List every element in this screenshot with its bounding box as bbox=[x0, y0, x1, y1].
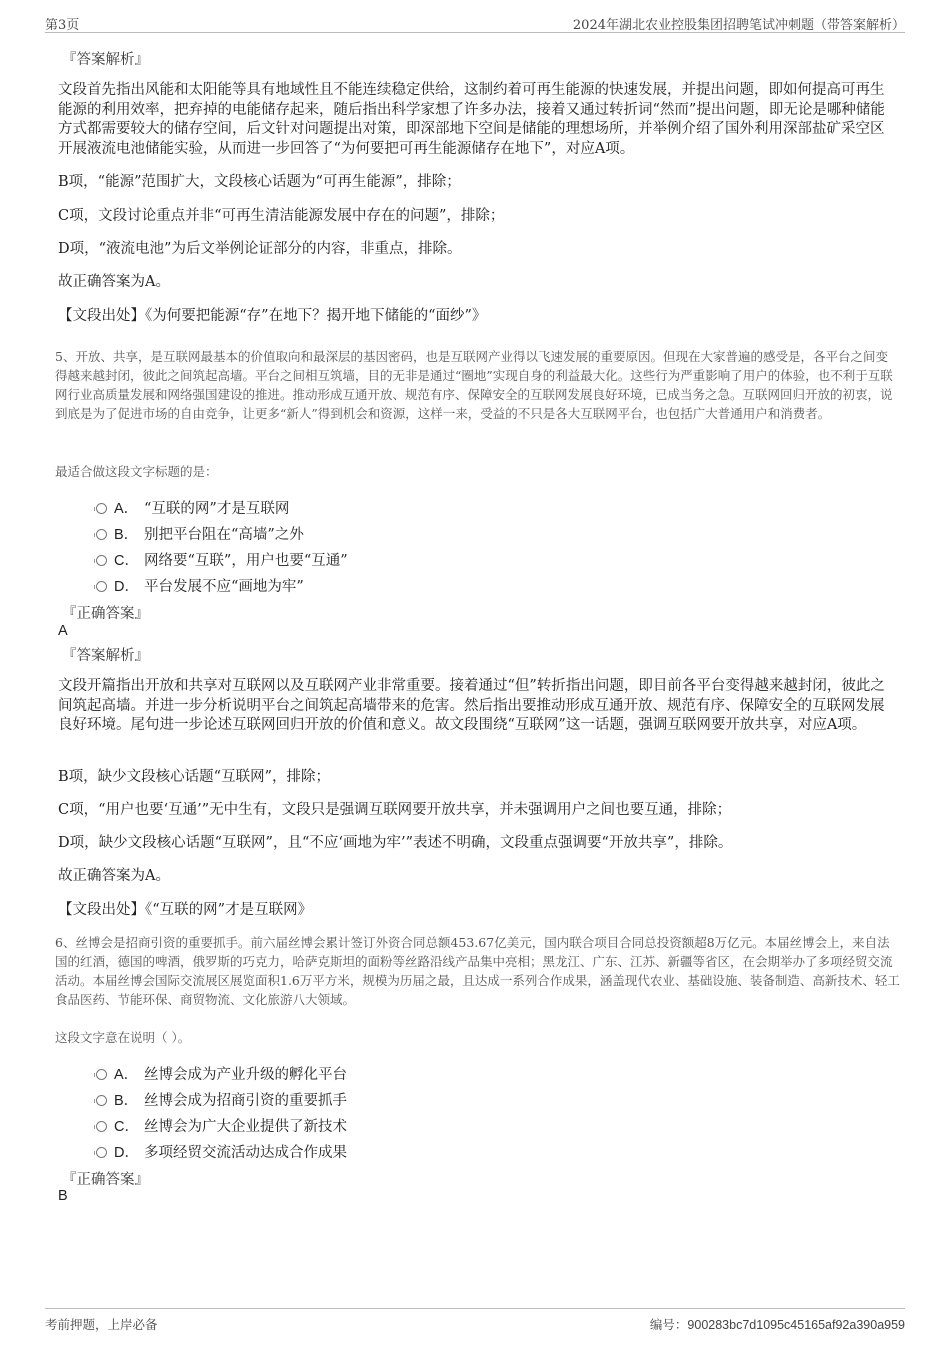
option-text: 网络要“互联”，用户也要“互通” bbox=[144, 553, 348, 569]
question-5-prompt: 最适合做这段文字标题的是： bbox=[55, 464, 218, 479]
source-citation: 【文段出处】《“互联的网”才是互联网》 bbox=[58, 902, 313, 918]
page-header bbox=[45, 10, 905, 33]
option-text: 丝博会成为产业升级的孵化平台 bbox=[144, 1067, 347, 1083]
option-text: “互联的网”才是互联网 bbox=[144, 501, 290, 517]
option-text: 多项经贸交流活动达成合作成果 bbox=[144, 1145, 347, 1161]
analysis-option-d: D项，缺少文段核心话题“互联网”，且“不应‘画地为牢’”表述不明确，文段重点强调要“开放共享”，排除。 bbox=[58, 835, 733, 851]
analysis-option-b: B项，缺少文段核心话题“互联网”，排除； bbox=[58, 769, 330, 785]
radio-button-icon[interactable] bbox=[96, 1121, 107, 1132]
radio-button-icon[interactable] bbox=[96, 555, 107, 566]
option-text: 丝博会为广大企业提供了新技术 bbox=[144, 1119, 347, 1135]
page-number: 第3页 bbox=[45, 18, 80, 33]
footer-slogan: 考前押题，上岸必备 bbox=[45, 1317, 158, 1332]
correct-answer: B bbox=[58, 1188, 68, 1204]
option-letter: D． bbox=[114, 1145, 139, 1161]
option-text: 丝博会成为招商引资的重要抓手 bbox=[144, 1093, 347, 1109]
option-letter: A． bbox=[114, 1067, 139, 1083]
question-5-text: 5、开放、共享，是互联网最基本的价值取向和最深层的基因密码，也是互联网产业得以飞速发展的重要原因。但现在大家普遍的感受是，各平台之间变得越来越封闭，彼此之间筑起高墙。平台之间相互筑墙，目的无非是通过“圈地”实现自身的利益最大化。这些行为严重影响了用户的体验，也不利于互联网行业高质量发展和网络强国建设的推进。推动形成互通开放、规范有序、保障安全的互联网发展良好环境，已成当务之急。互联网回归开放的初衷，说到底是为了促进市场的自由竞争，让更多“新人”得到机会和资源，这样一来，受益的不只是各大互联网平台，也包括广大普通用户和消费者。 bbox=[55, 349, 893, 421]
document-code bbox=[650, 1315, 905, 1333]
analysis-label: 『答案解析』 bbox=[62, 52, 149, 68]
question-6-text: 6、丝博会是招商引资的重要抓手。前六届丝博会累计签订外资合同总额453.67亿美元，国内联合项目合同总投资额超8万亿元。本届丝博会上，来自法国的红酒，德国的啤酒，俄罗斯的巧克力，哈萨克斯坦的面粉等丝路沿线产品集中亮相；黑龙江、广东、江苏、新疆等省区，在会期举办了多项经贸交流活动。本届丝博会国际交流展区展览面积1.6万平方米，规模为历届之最，且达成一系列合作成果，涵盖现代农业、基础设施、装备制造、高新技术、轻工食品医药、节能环保、商贸物流、文化旅游八大领域。 bbox=[55, 935, 900, 1007]
radio-button-icon[interactable] bbox=[96, 503, 107, 514]
analysis-option-d: D项，“液流电池”为后文举例论证部分的内容，非重点，排除。 bbox=[58, 241, 462, 257]
document-code-value: 900283bc7d1095c45165af92a390a959 bbox=[687, 1318, 905, 1332]
analysis-option-c: C项，文段讨论重点并非“可再生清洁能源发展中存在的问题”，排除； bbox=[58, 208, 505, 224]
conclusion-text: 故正确答案为A。 bbox=[58, 274, 170, 290]
question-6-prompt: 这段文字意在说明（ ）。 bbox=[55, 1030, 191, 1045]
radio-button-icon[interactable] bbox=[96, 529, 107, 540]
radio-button-icon[interactable] bbox=[96, 1069, 107, 1080]
option-text: 别把平台阻在“高墙”之外 bbox=[144, 527, 304, 543]
correct-answer: A bbox=[58, 623, 68, 639]
correct-answer-label: 『正确答案』 bbox=[62, 1172, 149, 1188]
option-letter: A． bbox=[114, 501, 139, 517]
conclusion-text: 故正确答案为A。 bbox=[58, 868, 170, 884]
document-code-label: 编号： bbox=[649, 1317, 688, 1332]
source-citation: 【文段出处】《为何要把能源“存”在地下？揭开地下储能的“面纱”》 bbox=[58, 308, 487, 324]
analysis-option-c: C项，“用户也要‘互通’”无中生有，文段只是强调互联网要开放共享，并未强调用户之间也要互通，排除； bbox=[58, 802, 732, 818]
analysis-text: 文段开篇指出开放和共享对互联网以及互联网产业非常重要。接着通过“但”转折指出问题，即目前各平台变得越来越封闭，彼此之间筑起高墙。并进一步分析说明平台之间筑起高墙带来的危害。然后指出要推动形成互通开放、规范有序、保障安全的互联网发展良好环境。尾句进一步论述互联网回归开放的价值和意义。故文段围绕“互联网”这一话题，强调互联网要开放共享，对应A项。 bbox=[58, 678, 885, 733]
page-footer bbox=[45, 1308, 905, 1339]
option-letter: B． bbox=[114, 527, 139, 543]
radio-button-icon[interactable] bbox=[96, 1147, 107, 1158]
option-letter: B． bbox=[114, 1093, 139, 1109]
option-letter: C． bbox=[114, 553, 139, 569]
option-letter: C． bbox=[114, 1119, 139, 1135]
radio-button-icon[interactable] bbox=[96, 1095, 107, 1106]
radio-button-icon[interactable] bbox=[96, 581, 107, 592]
option-text: 平台发展不应“画地为牢” bbox=[144, 579, 304, 595]
option-letter: D． bbox=[114, 579, 139, 595]
correct-answer-label: 『正确答案』 bbox=[62, 606, 149, 622]
analysis-label: 『答案解析』 bbox=[62, 648, 149, 664]
document-title: 2024年湖北农业控股集团招聘笔试冲刺题（带答案解析） bbox=[572, 18, 905, 33]
analysis-option-b: B项，“能源”范围扩大，文段核心话题为“可再生能源”，排除； bbox=[58, 174, 461, 190]
analysis-text: 文段首先指出风能和太阳能等具有地域性且不能连续稳定供给，这制约着可再生能源的快速发展，并提出问题，即如何提高可再生能源的利用效率，把弃掉的电能储存起来，随后指出科学家想了许多办法，接着又通过转折词“然而”提出问题，即无论是哪种储能方式都需要较大的储存空间，后文针对问题提出对策，即深部地下空间是储能的理想场所，并举例介绍了国外利用深部盐矿采空区开展液流电池储能实验，从而进一步回答了“为何要把可再生能源储存在地下”，对应A项。 bbox=[58, 82, 885, 157]
